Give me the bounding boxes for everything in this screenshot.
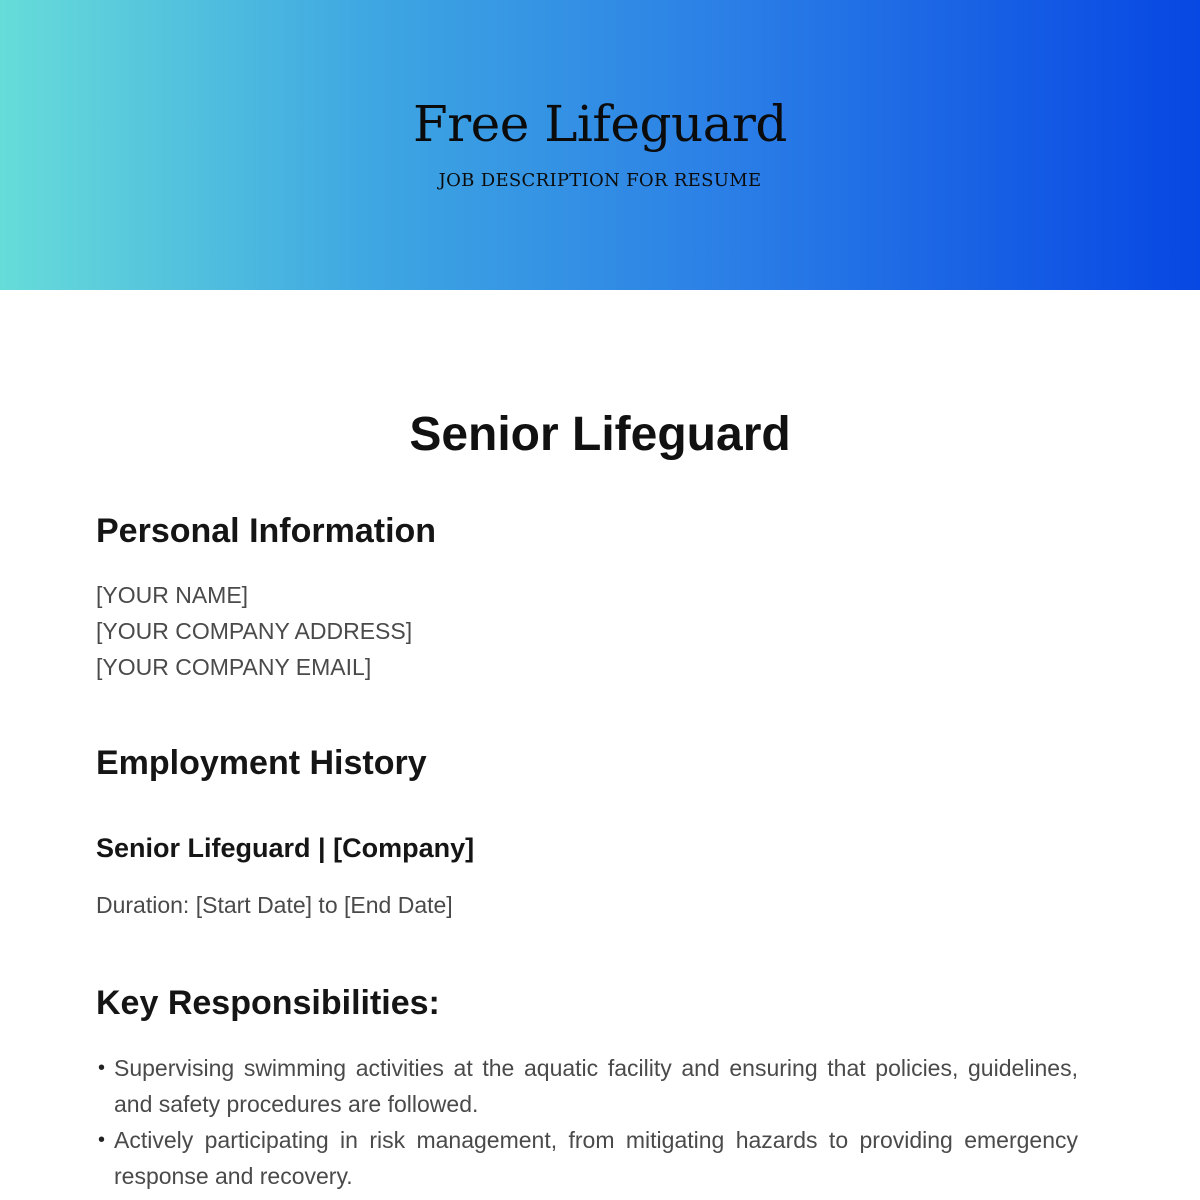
bullet-icon: • <box>98 1057 106 1079</box>
responsibility-text: Supervising swimming activities at the aquatic facility and ensuring that policies, guidelines, and safety procedures are followed. <box>114 1055 1078 1117</box>
job-title-company: Senior Lifeguard | [Company] <box>96 833 475 863</box>
header-banner <box>0 0 1200 290</box>
banner-subtitle: JOB DESCRIPTION FOR RESUME <box>438 170 762 191</box>
personal-information-heading: Personal Information <box>96 512 437 550</box>
banner-title: Free Lifeguard <box>413 95 787 153</box>
document-title: Senior Lifeguard <box>409 408 791 461</box>
list-item <box>96 1050 1078 1122</box>
company-address-line: [YOUR COMPANY ADDRESS] <box>96 618 413 644</box>
employment-history-heading: Employment History <box>96 744 427 782</box>
your-name-line: [YOUR NAME] <box>96 582 249 608</box>
key-responsibilities-heading: Key Responsibilities: <box>96 984 440 1022</box>
employment-duration: Duration: [Start Date] to [End Date] <box>96 892 453 918</box>
responsibilities-list <box>96 1050 1078 1194</box>
bullet-icon: • <box>98 1129 106 1151</box>
list-item <box>96 1122 1078 1194</box>
company-email-line: [YOUR COMPANY EMAIL] <box>96 654 372 680</box>
responsibility-text: Actively participating in risk management, from mitigating hazards to providing emergency response and recovery. <box>114 1127 1078 1189</box>
